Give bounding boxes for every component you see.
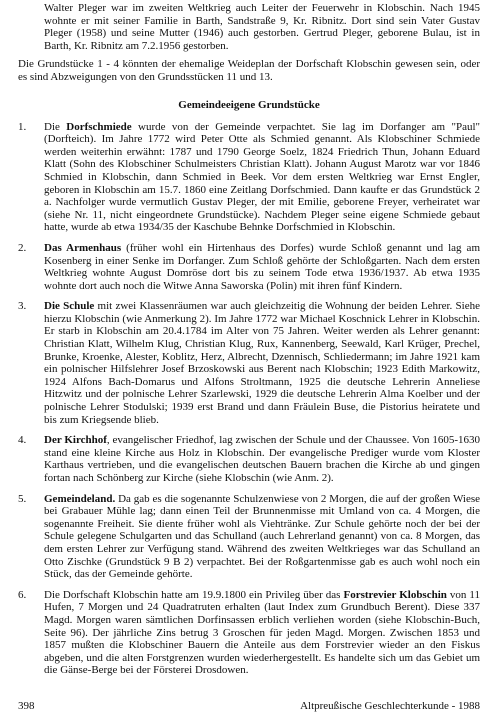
item-number: 1. xyxy=(18,120,27,133)
item-number: 2. xyxy=(18,241,27,254)
item-title: Gemeindeland. xyxy=(44,492,116,505)
item-text-pre: Die xyxy=(44,120,67,133)
item-text xyxy=(44,242,480,292)
item-text-pre: Die Dorfschaft Klobschin hatte am 19.9.1800 ein Privileg über das xyxy=(44,588,344,601)
item-number: 3. xyxy=(18,300,27,313)
item-title: Forstrevier Klobschin xyxy=(343,588,447,601)
page-number: 398 xyxy=(18,700,35,712)
list-item-4 xyxy=(18,434,480,484)
item-text-post: (früher wohl ein Hirtenhaus des Dorfes) wurde Schloß genannt und lag am Kosenberg in einer Senke im Dorfanger. Zum Schloß gehörte der Schloßgarten. Nach dem ersten Weltkrieg wohnte August Domröse dort bis zu seinem Tode etwa 1936/1937. Ab etwa 1935 wohnte dort auch noch die Witwe Anna Saworska (Polin) mit ihren fünf Kindern. xyxy=(44,241,480,292)
item-title: Das Armenhaus xyxy=(44,241,122,254)
list-item-2 xyxy=(18,242,480,292)
item-text-post: wurde von der Gemeinde verpachtet. Sie lag im Dorfanger am "Paul" (Dorfteich). Im Jahre 1772 wird Peter Otte als Schmied genannt. Als Klobschiner Schmiede werden weiterhin erwähnt: 1787 und 1790 George Soelz, 1824 Friedrich Thun, Johann Eduard Klatt (Sohn des Klobschiner Schulmeisters Christian Klatt). Johann August Marotz war vor 1846 Schmied in Klobschin, dann Schmied in Beek. Vor dem ersten Weltkrieg war Ernst Engler, geboren in Klobschin am 15.7. 1860 eine Zeitlang Dorfschmied. Dann kaufte er das Grundstück 2 a. Nachfolger wurde vermutlich Gustav Pleger, der mit Emilie, geborene Freyer, verheiratet war (siehe Nr. 11, nicht eingeordnete Grundstücke). Nachdem Pleger seine eigene Schmiede gebaut hatte, wurde ab etwa 1934/35 der Kaschube Behnke Dorfschmied in Klobschin. xyxy=(44,120,480,234)
continued-paragraph: Walter Pleger war im zweiten Weltkrieg auch Leiter der Feuerwehr in Klobschin. Nach 1945 wohnte er mit seiner Familie in Barth, Sandstraße 9, Kr. Ribnitz. Dort sind sein Vater Gustav Pleger (1958) und seine Mutter (1946) auch gestorben. Gertrud Pleger, geborene Bulau, ist in Barth, Kr. Ribnitz am 7.2.1956 gestorben. xyxy=(44,2,480,52)
page-footer xyxy=(18,700,480,714)
item-number: 6. xyxy=(18,588,27,601)
item-number: 5. xyxy=(18,492,27,505)
item-title: Die Schule xyxy=(44,300,95,313)
list-item-6 xyxy=(18,589,480,677)
item-text xyxy=(44,493,480,581)
item-number: 4. xyxy=(18,434,27,447)
item-title: Der Kirchhof xyxy=(44,434,107,447)
item-text xyxy=(44,121,480,234)
item-text xyxy=(44,434,480,484)
item-title: Dorfschmiede xyxy=(66,120,132,133)
item-text xyxy=(44,300,480,426)
item-text-post: von 11 Hufen, 7 Morgen und 24 Quadratruten erhalten (laut Index zum Grundbuch Berent). Diese 337 Magd. Morgen waren sämtlichen Dorfinsassen erblich verliehen worden (siehe Klobschin-Buch, Seite 96). Der jährliche Zins betrug 3 Groschen für jeden Magd. Morgen. Zwischen 1853 und 1857 mußten die Klobschiner Bauern die Anteile aus dem Forstrevier wieder an den Fiskus abgeben, und die alten Forstgrenzen wurden wiederhergestellt. Es handelte sich um das Gebiet um die Gänse-Berge bei der Försterei Drosdowen. xyxy=(44,588,480,677)
list-item-3 xyxy=(18,300,480,426)
list-item-5 xyxy=(18,493,480,581)
intro-paragraph: Die Grundstücke 1 - 4 könnten der ehemalige Weideplan der Dorfschaft Klobschin gewesen sein, oder es sind Abzweigungen von den Grundsstücken 11 und 13. xyxy=(18,58,480,83)
journal-title: Altpreußische Geschlechterkunde - 1988 xyxy=(300,700,480,712)
item-text-post: mit zwei Klassenräumen war auch gleichzeitig die Wohnung der beiden Lehrer. Siehe hierzu Klobschin (wie Anmerkung 2). Im Jahre 1772 war Michael Koschnick Lehrer in Klobschin. Er starb in Klobschin am 20.4.1784 im Alter von 75 Jahren. Weiter werden als Lehrer genannt: Christian Klatt, Wilhelm Klug, Christian Klug, Rux, Kannenberg, Seewald, Karl Krüger, Prechel, Brunke, Kroenke, Alester, Koblitz, Herz, Albrecht, Dzennisch, Schliedermann; im Jahre 1921 kam ein polnischer Hilfslehrer Josef Brzoskowski aus Berent nach Klobschin; 1923 Edith Markowitz, 1924 Alfons Bach-Domarus und Alfons Stroltmann, 1925 die deutsche Lehrerin Anneliese Hitzwitz und der polnische Lehrer Szarlewski, 1929 die deutsche Lehrerin Alma Koelber und der polnische Lehrer Stodulski; 1939 erst Brand und dann Fräulein Buse, die Pistorius heiratete und bis zum Kriegsende blieb. xyxy=(44,300,480,426)
section-heading: Gemeindeeigene Grundstücke xyxy=(178,98,320,111)
list-item-1 xyxy=(18,121,480,234)
item-text xyxy=(44,589,480,677)
document-page xyxy=(18,2,480,685)
item-text-post: , evangelischer Friedhof, lag zwischen der Schule und der Chaussee. Von 1605-1630 stand eine kleine Kirche aus Holz in Klobschin. Der evangelische Prediger wurde vom Kloster Karthaus vertrieben, und die evangelischen deutschen Bauern brachen die Kirche ab und gingen fortan nach Schönberg zur Kirche (siehe Klobschin (wie Anm. 2). xyxy=(44,434,481,484)
item-text-post: Da gab es die sogenannte Schulzenwiese von 2 Morgen, die auf der großen Wiese bei Grabauer Mühle lag; dann einen Teil der Brunnenmisse mit Umland von ca. 4 Morgen, die sogenannte Freiheit. Sie diente früher wohl als Viehtränke. Zur Schule gehörte noch der bei der Schule gelegene Schulgarten und das Schulland (auch Lehrerland genannt) von ca. 8 Morgen, das dem ersten Lehrer zur Verfügung stand. Während des zweiten Weltkrieges war das Schulland an Otto Zischke (Grundstück 9 B 2) verpachtet. Bei der Roßgartenmisse gab es auch wohl noch ein Stück, das der Gemeinde gehörte. xyxy=(44,492,480,581)
